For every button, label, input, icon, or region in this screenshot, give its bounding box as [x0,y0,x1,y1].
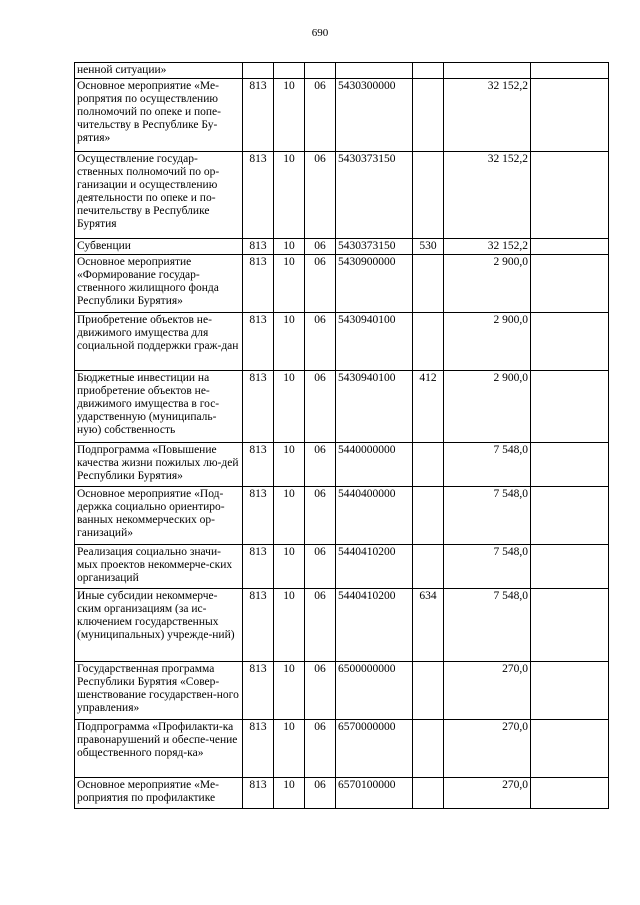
cell-name: Основное мероприятие «Ме-ропрятия по осуществлению полномочий по опеке и попе-чительству в Республике Бу-рятия» [75,79,243,152]
cell-grbs: 813 [243,778,274,809]
cell-rz: 10 [274,720,305,778]
table-row [75,255,609,313]
cell-rz: 10 [274,589,305,662]
cell-extra [531,589,609,662]
cell-csr: 6570100000 [336,778,413,809]
cell-extra [531,662,609,720]
cell-csr: 5430373150 [336,152,413,239]
table-row [75,443,609,487]
cell-extra [531,239,609,255]
cell-sum: 32 152,2 [444,152,531,239]
cell-name: Государственная программа Республики Бурятия «Совер-шенствование государствен-ного управления» [75,662,243,720]
cell-name: Основное мероприятие «Формирование государ-ственного жилищного фонда Республики Бурятия» [75,255,243,313]
cell-pr: 06 [305,443,336,487]
cell-name: Основное мероприятие «Под-держка социально ориентиро-ванных некоммерческих ор-ганизаций» [75,487,243,545]
cell-csr: 6570000000 [336,720,413,778]
table-row [75,487,609,545]
cell-grbs: 813 [243,545,274,589]
cell-sum: 270,0 [444,720,531,778]
cell-vr [413,545,444,589]
table-row [75,63,609,79]
cell-name: Приобретение объектов не-движимого имущества для социальной поддержки граж-дан [75,313,243,371]
cell-name: Основное мероприятие «Ме-роприятия по профилактике [75,778,243,809]
cell-rz: 10 [274,79,305,152]
cell-extra [531,79,609,152]
cell-grbs: 813 [243,255,274,313]
cell-name: ненной ситуации» [75,63,243,79]
table-row [75,720,609,778]
cell-sum: 2 900,0 [444,313,531,371]
cell-csr: 5430373150 [336,239,413,255]
cell-rz: 10 [274,545,305,589]
cell-csr: 5440400000 [336,487,413,545]
cell-vr [413,720,444,778]
cell-sum: 7 548,0 [444,443,531,487]
table-row [75,79,609,152]
cell-rz: 10 [274,239,305,255]
table-row [75,589,609,662]
cell-extra [531,371,609,443]
cell-grbs: 813 [243,662,274,720]
cell-rz: 10 [274,152,305,239]
cell-pr: 06 [305,255,336,313]
cell-rz: 10 [274,313,305,371]
cell-csr: 5430940100 [336,313,413,371]
cell-pr: 06 [305,589,336,662]
cell-rz: 10 [274,371,305,443]
cell-extra [531,313,609,371]
cell-pr: 06 [305,239,336,255]
cell-name: Бюджетные инвестиции на приобретение объектов не-движимого имущества в гос-ударственную (муниципаль-ную) собственность [75,371,243,443]
cell-vr [413,63,444,79]
cell-vr [413,443,444,487]
cell-grbs [243,63,274,79]
cell-pr: 06 [305,778,336,809]
cell-vr [413,662,444,720]
table-body [75,63,609,809]
cell-csr: 5440000000 [336,443,413,487]
cell-csr: 5430900000 [336,255,413,313]
cell-sum: 270,0 [444,778,531,809]
cell-extra [531,152,609,239]
cell-sum [444,63,531,79]
cell-name: Иные субсидии некоммерче-ским организациям (за ис-ключением государственных (муниципальных) учрежде-ний) [75,589,243,662]
cell-pr: 06 [305,662,336,720]
cell-sum: 7 548,0 [444,487,531,545]
cell-name: Подпрограмма «Повышение качества жизни пожилых лю-дей Республики Бурятия» [75,443,243,487]
cell-vr: 412 [413,371,444,443]
cell-extra [531,778,609,809]
cell-pr: 06 [305,720,336,778]
cell-grbs: 813 [243,371,274,443]
cell-rz [274,63,305,79]
cell-grbs: 813 [243,313,274,371]
cell-vr [413,255,444,313]
cell-pr: 06 [305,313,336,371]
cell-grbs: 813 [243,589,274,662]
cell-vr [413,313,444,371]
cell-pr: 06 [305,152,336,239]
table-row [75,152,609,239]
cell-sum: 2 900,0 [444,371,531,443]
cell-csr: 6500000000 [336,662,413,720]
cell-extra [531,255,609,313]
cell-extra [531,545,609,589]
page-number: 690 [311,27,329,39]
cell-extra [531,720,609,778]
cell-grbs: 813 [243,443,274,487]
table-row [75,778,609,809]
cell-pr [305,63,336,79]
cell-vr: 634 [413,589,444,662]
cell-name: Субвенции [75,239,243,255]
cell-extra [531,487,609,545]
cell-rz: 10 [274,487,305,545]
cell-vr [413,487,444,545]
cell-vr [413,778,444,809]
cell-sum: 7 548,0 [444,545,531,589]
cell-pr: 06 [305,79,336,152]
cell-pr: 06 [305,371,336,443]
cell-extra [531,443,609,487]
table-row [75,313,609,371]
cell-name: Осуществление государ-ственных полномочий по ор-ганизации и осуществлению деятельности по опеке и по-печительству в Республике Бурятия [75,152,243,239]
cell-csr: 5440410200 [336,589,413,662]
cell-csr [336,63,413,79]
cell-sum: 7 548,0 [444,589,531,662]
cell-grbs: 813 [243,239,274,255]
cell-grbs: 813 [243,720,274,778]
cell-rz: 10 [274,255,305,313]
budget-table [74,62,609,809]
cell-rz: 10 [274,443,305,487]
table-row [75,371,609,443]
cell-rz: 10 [274,778,305,809]
cell-vr [413,79,444,152]
cell-grbs: 813 [243,79,274,152]
cell-csr: 5430940100 [336,371,413,443]
cell-vr: 530 [413,239,444,255]
cell-pr: 06 [305,487,336,545]
cell-rz: 10 [274,662,305,720]
cell-extra [531,63,609,79]
cell-name: Реализация социально значи-мых проектов некоммерче-ских организаций [75,545,243,589]
cell-vr [413,152,444,239]
table-row [75,662,609,720]
cell-pr: 06 [305,545,336,589]
table-row [75,239,609,255]
cell-sum: 32 152,2 [444,239,531,255]
cell-sum: 270,0 [444,662,531,720]
cell-name: Подпрограмма «Профилакти-ка правонарушений и обеспе-чение общественного поряд-ка» [75,720,243,778]
cell-sum: 2 900,0 [444,255,531,313]
cell-sum: 32 152,2 [444,79,531,152]
table-row [75,545,609,589]
cell-grbs: 813 [243,152,274,239]
cell-csr: 5430300000 [336,79,413,152]
cell-csr: 5440410200 [336,545,413,589]
cell-grbs: 813 [243,487,274,545]
